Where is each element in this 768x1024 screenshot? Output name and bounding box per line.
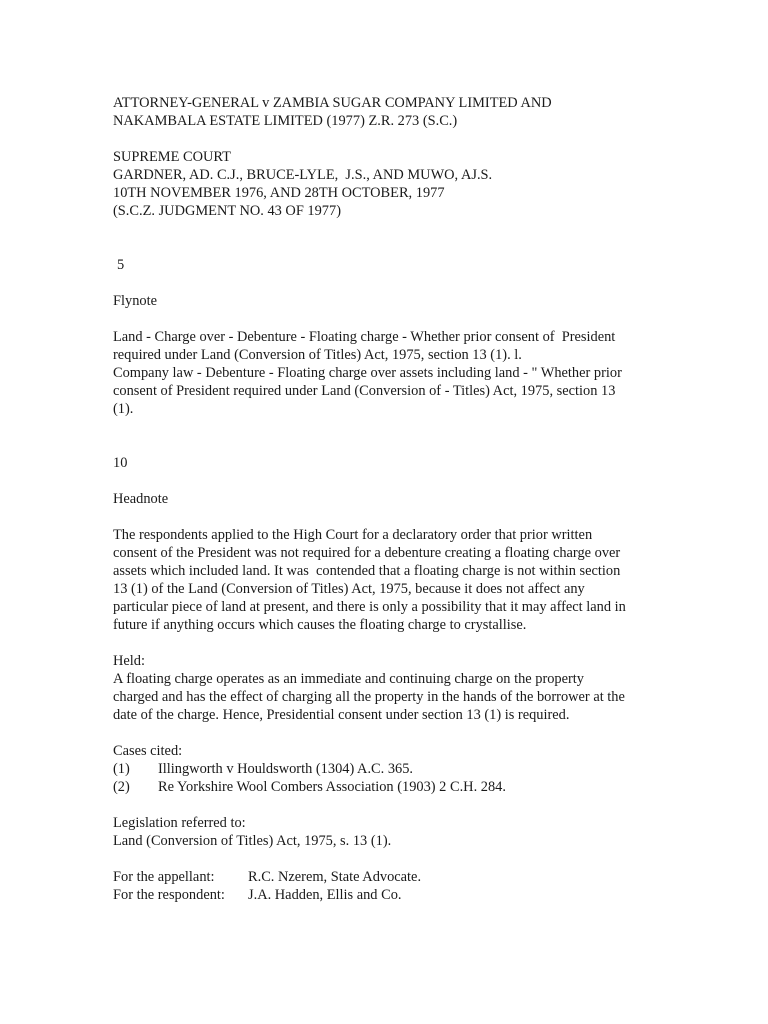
case-title-line-2: NAKAMBALA ESTATE LIMITED (1977) Z.R. 273 (S.C.) xyxy=(113,113,458,129)
flynote-line: (1). xyxy=(113,401,134,417)
counsel-respondent-value: J.A. Hadden, Ellis and Co. xyxy=(248,887,402,903)
judgment-number: (S.C.Z. JUDGMENT NO. 43 OF 1977) xyxy=(113,203,341,219)
legislation-heading: Legislation referred to: xyxy=(113,815,246,831)
flynote-heading: Flynote xyxy=(113,293,157,309)
held-heading: Held: xyxy=(113,653,145,669)
case-title xyxy=(113,94,658,130)
court-name: SUPREME COURT xyxy=(113,149,231,165)
counsel-section xyxy=(113,868,658,904)
headnote-line: particular piece of land at present, and there is only a possibility that it may affect land in xyxy=(113,599,626,615)
held-line: charged and has the effect of charging all the property in the hands of the borrower at the xyxy=(113,689,625,705)
line-marker-10: 10 xyxy=(113,455,128,471)
held-section xyxy=(113,652,658,724)
document-body xyxy=(113,94,658,904)
flynote-line: Land - Charge over - Debenture - Floating charge - Whether prior consent of President xyxy=(113,329,616,345)
flynote-text xyxy=(113,328,658,418)
case-number: (2) xyxy=(113,779,130,795)
legislation-referred xyxy=(113,814,658,850)
case-citation: Illingworth v Houldsworth (1304) A.C. 365. xyxy=(158,761,414,777)
held-line: date of the charge. Hence, Presidential consent under section 13 (1) is required. xyxy=(113,707,570,723)
counsel-respondent-label: For the respondent: xyxy=(113,887,225,903)
legislation-item: Land (Conversion of Titles) Act, 1975, s. 13 (1). xyxy=(113,833,392,849)
case-item xyxy=(113,778,658,796)
counsel-respondent xyxy=(113,886,658,904)
flynote-line: consent of President required under Land (Conversion of - Titles) Act, 1975, section 13 xyxy=(113,383,616,399)
counsel-appellant-value: R.C. Nzerem, State Advocate. xyxy=(248,869,422,885)
case-citation: Re Yorkshire Wool Combers Association (1903) 2 C.H. 284. xyxy=(158,779,506,795)
cases-heading: Cases cited: xyxy=(113,743,183,759)
case-number: (1) xyxy=(113,761,130,777)
flynote-line: Company law - Debenture - Floating charge over assets including land - " Whether prior xyxy=(113,365,622,381)
headnote-line: assets which included land. It was contended that a floating charge is not within section xyxy=(113,563,621,579)
headnote-line: future if anything occurs which causes the floating charge to crystallise. xyxy=(113,617,527,633)
court-details xyxy=(113,148,658,220)
flynote-line: required under Land (Conversion of Titles) Act, 1975, section 13 (1). l. xyxy=(113,347,522,363)
held-line: A floating charge operates as an immediate and continuing charge on the property xyxy=(113,671,585,687)
judges: GARDNER, AD. C.J., BRUCE-LYLE, J.S., AND MUWO, AJ.S. xyxy=(113,167,493,183)
headnote-line: 13 (1) of the Land (Conversion of Titles) Act, 1975, because it does not affect any xyxy=(113,581,585,597)
counsel-appellant xyxy=(113,868,658,886)
headnote-heading: Headnote xyxy=(113,491,169,507)
headnote-text xyxy=(113,526,658,634)
case-title-line-1: ATTORNEY-GENERAL v ZAMBIA SUGAR COMPANY LIMITED AND xyxy=(113,95,552,111)
counsel-appellant-label: For the appellant: xyxy=(113,869,215,885)
case-item xyxy=(113,760,658,778)
cases-cited xyxy=(113,742,658,796)
headnote-line: The respondents applied to the High Court for a declaratory order that prior written xyxy=(113,527,593,543)
line-marker-5: 5 xyxy=(117,257,125,273)
headnote-line: consent of the President was not required for a debenture creating a floating charge over xyxy=(113,545,621,561)
hearing-dates: 10TH NOVEMBER 1976, AND 28TH OCTOBER, 1977 xyxy=(113,185,445,201)
